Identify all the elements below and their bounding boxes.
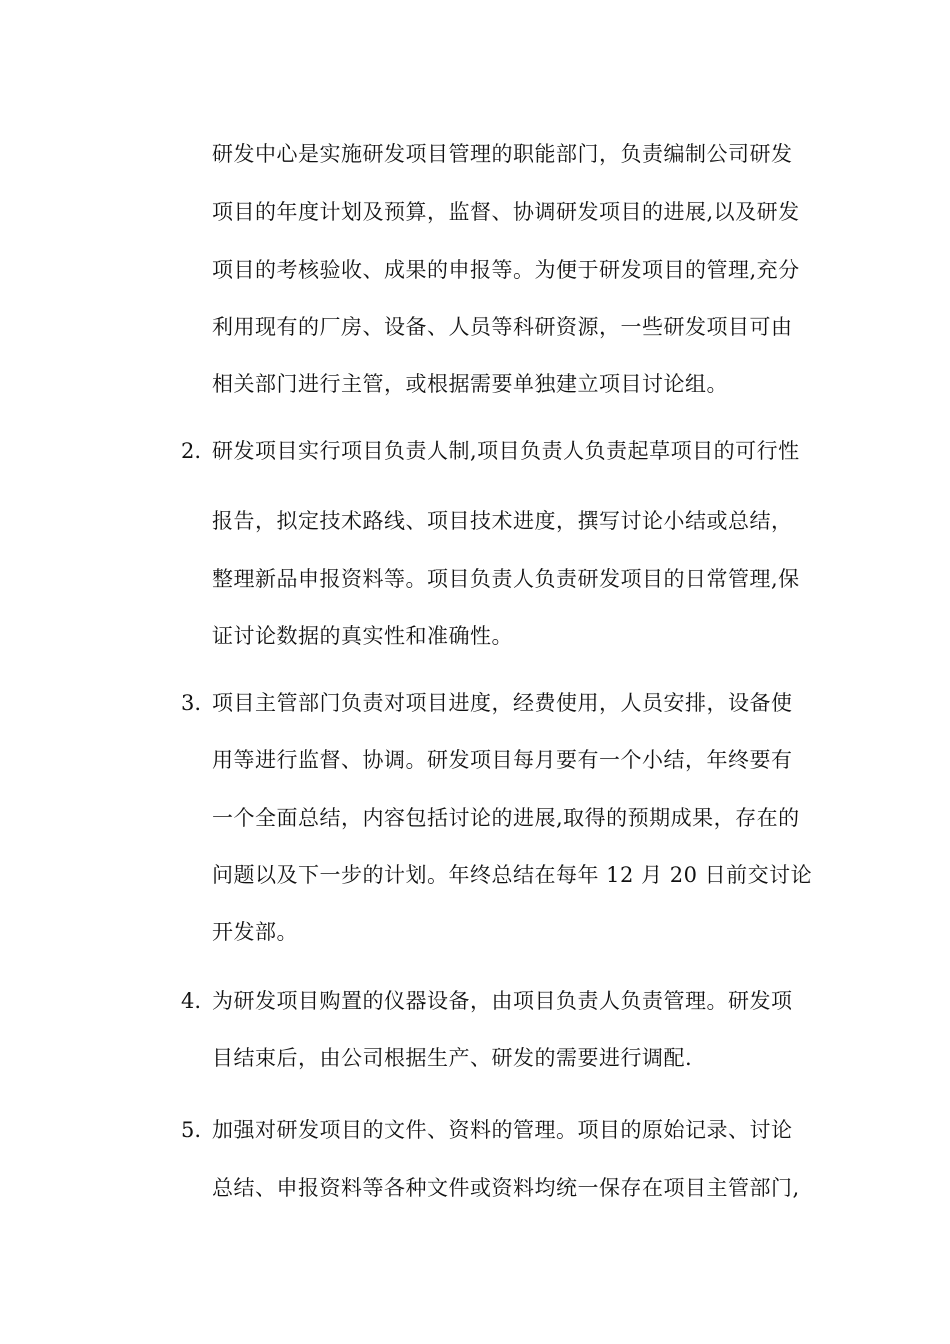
list-item-line: 问题以及下一步的计划。年终总结在每年 12 月 20 日前交讨论: [212, 863, 813, 887]
list-item-line: 研发项目实行项目负责人制,项目负责人负责起草项目的可行性: [212, 439, 800, 463]
list-item-line: 证讨论数据的真实性和准确性。: [212, 624, 513, 648]
paragraph-line: 利用现有的厂房、设备、人员等科研资源，一些研发项目可由: [212, 315, 793, 339]
paragraph-line: 相关部门进行主管，或根据需要单独建立项目讨论组。: [212, 372, 728, 396]
list-item-line: 报告，拟定技术路线、项目技术进度，撰写讨论小结或总结，: [212, 509, 793, 533]
list-item-line: 目结束后，由公司根据生产、研发的需要进行调配.: [212, 1046, 693, 1070]
list-item-line: 开发部。: [212, 920, 298, 944]
list-item-number: 4.: [181, 989, 202, 1013]
list-item-number: 2.: [181, 439, 202, 463]
paragraph-line: 项目的年度计划及预算，监督、协调研发项目的进展,以及研发: [212, 200, 800, 224]
list-item-line: 总结、申报资料等各种文件或资料均统一保存在项目主管部门,: [212, 1176, 800, 1200]
list-item-line: 为研发项目购置的仪器设备，由项目负责人负责管理。研发项: [212, 989, 793, 1013]
list-item-line: 整理新品申报资料等。项目负责人负责研发项目的日常管理,保: [212, 567, 800, 591]
paragraph-line: 项目的考核验收、成果的申报等。为便于研发项目的管理,充分: [212, 258, 800, 282]
list-item-line: 项目主管部门负责对项目进度，经费使用，人员安排，设备使: [212, 691, 793, 715]
list-item-line: 一个全面总结，内容包括讨论的进展,取得的预期成果，存在的: [212, 806, 800, 830]
list-item-number: 3.: [181, 691, 202, 715]
list-item-number: 5.: [181, 1118, 202, 1142]
list-item-line: 用等进行监督、协调。研发项目每月要有一个小结，年终要有: [212, 748, 793, 772]
paragraph-line: 研发中心是实施研发项目管理的职能部门，负责编制公司研发: [212, 142, 793, 166]
list-item-line: 加强对研发项目的文件、资料的管理。项目的原始记录、讨论: [212, 1118, 793, 1142]
